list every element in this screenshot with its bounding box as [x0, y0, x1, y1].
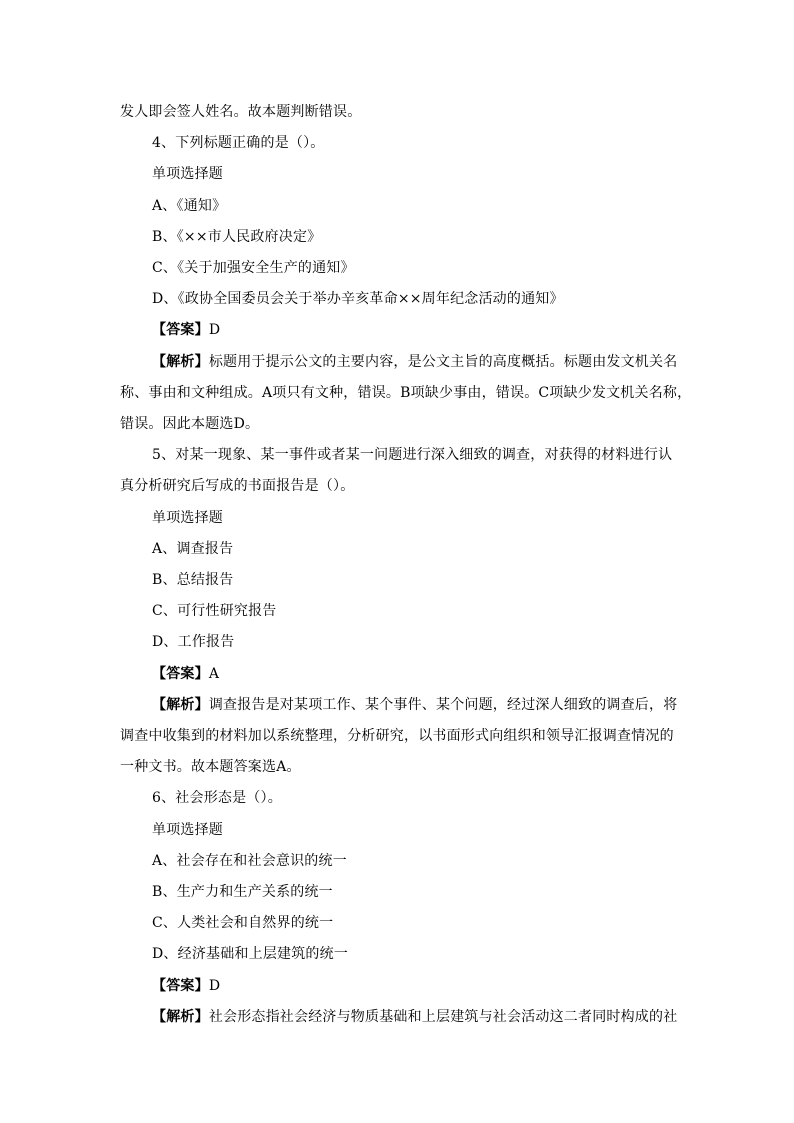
text-line: 错误。因此本题选D。: [120, 416, 260, 432]
text-line: 调查中收集到的材料加以系统整理，分析研究，以书面形式向组织和领导汇报调查情况的: [120, 728, 674, 744]
text-line: 一种文书。故本题答案选A。: [120, 759, 301, 775]
question-type: 单项选择题: [152, 510, 223, 526]
option-d: D、工作报告: [152, 634, 235, 650]
text-line: 发人即会签人姓名。故本题判断错误。: [120, 104, 362, 120]
option-b: B、生产力和生产关系的统一: [152, 884, 333, 900]
analysis-text: 调查报告是对某项工作、某个事件、某个问题，经过深人细致的调查后，将: [208, 697, 678, 713]
question-5: 5、对某一现象、某一事件或者某一问题进行深入细致的调查，对获得的材料进行认: [152, 447, 673, 463]
option-b: B、总结报告: [152, 572, 234, 588]
option-a: A、《通知》: [152, 198, 227, 214]
text-line: 真分析研究后写成的书面报告是（）。: [120, 478, 355, 494]
analysis-text: 社会形态指社会经济与物质基础和上层建筑与社会活动这二者同时构成的社: [208, 1009, 678, 1025]
answer-label: 【答案】: [152, 666, 209, 682]
question-4: 4、下列标题正确的是（）。: [152, 135, 325, 151]
analysis-label: 【解析】: [152, 354, 209, 370]
answer-value: D: [208, 322, 221, 338]
answer-label: 【答案】: [152, 322, 209, 338]
option-c: C、可行性研究报告: [152, 603, 277, 619]
option-a: A、社会存在和社会意识的统一: [152, 853, 347, 869]
question-type: 单项选择题: [152, 166, 223, 182]
answer-value: D: [208, 978, 221, 994]
analysis-text: 标题用于提示公文的主要内容，是公文主旨的高度概括。标题由发文机关名: [208, 354, 678, 370]
analysis-line: [152, 1007, 677, 1027]
answer-value: A: [208, 666, 220, 682]
option-a: A、调查报告: [152, 541, 234, 557]
question-type: 单项选择题: [152, 822, 223, 838]
answer-line: [152, 976, 220, 996]
text-line: 称、事由和文种组成。A项只有文种，错误。B项缺少事由，错误。C项缺少发文机关名称，: [120, 385, 692, 401]
analysis-line: [152, 352, 677, 372]
answer-label: 【答案】: [152, 978, 209, 994]
option-d: D、经济基础和上层建筑的统一: [152, 946, 349, 962]
analysis-label: 【解析】: [152, 697, 209, 713]
analysis-label: 【解析】: [152, 1009, 209, 1025]
option-b: B、《××市人民政府决定》: [152, 229, 322, 245]
option-c: C、人类社会和自然界的统一: [152, 915, 334, 931]
option-c: C、《关于加强安全生产的通知》: [152, 260, 355, 276]
answer-line: [152, 320, 220, 340]
answer-line: [152, 664, 219, 684]
option-d: D、《政协全国委员会关于举办辛亥革命××周年纪念活动的通知》: [152, 291, 564, 307]
analysis-line: [152, 695, 677, 715]
question-6: 6、社会形态是（）。: [152, 790, 282, 806]
